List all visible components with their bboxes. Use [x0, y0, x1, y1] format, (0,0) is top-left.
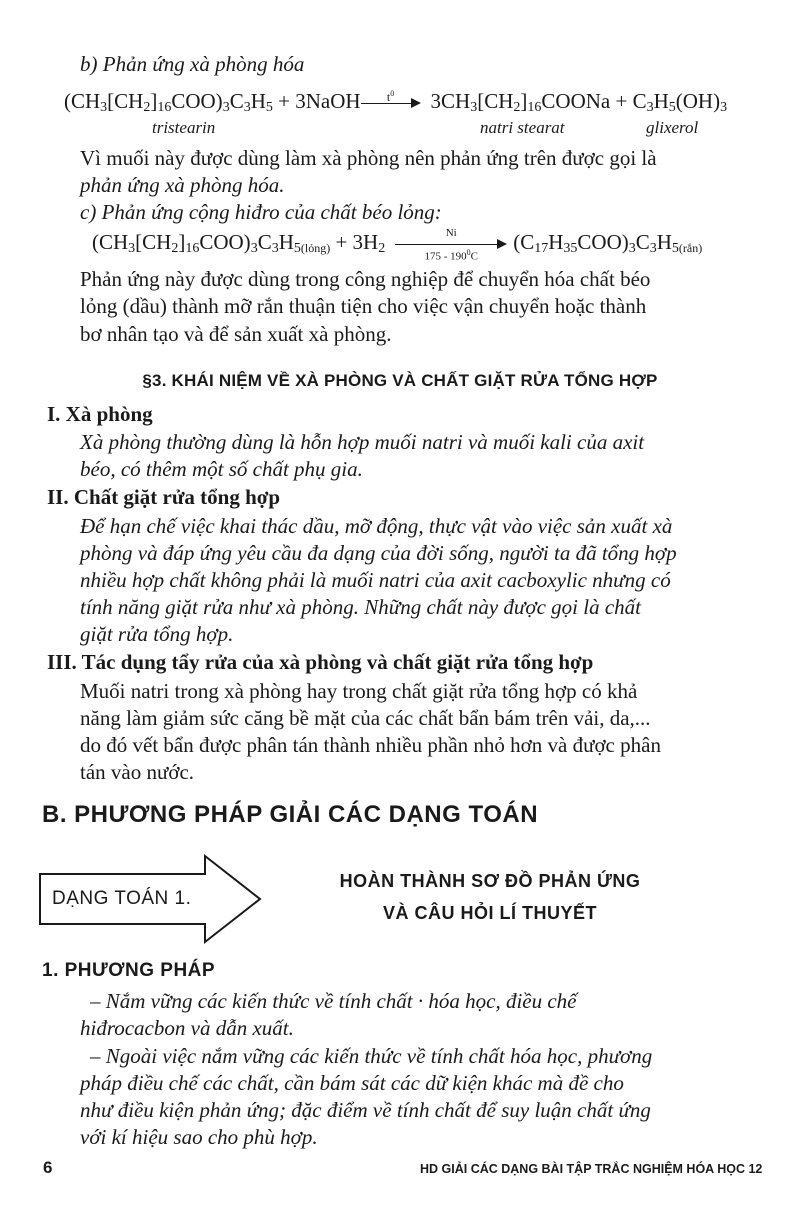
- formula-part: H: [653, 89, 669, 113]
- formula-subscript: 5: [671, 241, 679, 256]
- formula-part: [CH: [477, 89, 514, 113]
- formula-subscript: 3: [470, 100, 478, 115]
- formula-part: [CH: [107, 89, 144, 113]
- formula-subscript: 3: [628, 241, 636, 256]
- formula-subscript: 3: [720, 100, 728, 115]
- formula-subscript: 3: [271, 241, 279, 256]
- formula-part: C: [632, 89, 647, 113]
- hydrogenation-paragraph-line3: bơ nhân tạo và để sản xuất xà phòng.: [80, 322, 392, 346]
- formula-subscript: 3: [250, 241, 258, 256]
- eq-plus-2: +: [610, 89, 633, 113]
- arrow-temperature-sup: 0: [466, 247, 471, 257]
- formula-subscript: 5: [265, 100, 273, 115]
- dang-toan-title-line1: HOÀN THÀNH SƠ ĐỒ PHẢN ỨNG: [339, 871, 641, 891]
- arrow-condition-t: t: [386, 90, 391, 105]
- formula-subscript: 2: [171, 241, 179, 256]
- part3-heading: III. Tác dụng tẩy rửa của xà phòng và chất giặt rửa tổng hợp: [47, 650, 594, 674]
- label-tristearin: tristearin: [152, 118, 216, 137]
- bullet2-line4: với kí hiệu sao cho phù hợp.: [80, 1125, 318, 1149]
- part2-line3: nhiều hợp chất không phải là muối natri của axit cacboxylic nhưng có: [80, 568, 671, 592]
- part2-heading: II. Chất giặt rửa tổng hợp: [47, 485, 281, 509]
- saponification-note-line2: phản ứng xà phòng hóa.: [80, 173, 285, 197]
- formula-part: C: [257, 230, 272, 254]
- formula-part: H: [278, 230, 294, 254]
- part3-line1: Muối natri trong xà phòng hay trong chất giặt rửa tổng hợp có khả: [80, 679, 638, 703]
- formula-subscript: 2: [143, 100, 151, 115]
- part2-line4: tính năng giặt rửa như xà phòng. Những chất này được gọi là chất: [80, 595, 641, 619]
- label-natri-stearat: natri stearat: [480, 118, 565, 137]
- formula-part: C: [635, 230, 650, 254]
- saponification-heading: b) Phản ứng xà phòng hóa: [80, 52, 305, 76]
- book-title-footer: HD GIẢI CÁC DẠNG BÀI TẬP TRẮC NGHIỆM HÓA HỌC 12: [420, 1162, 763, 1176]
- eq-naoh: 3NaOH: [295, 89, 361, 113]
- formula-part: ]: [178, 230, 186, 254]
- arrow-temperature-unit: C: [470, 250, 478, 263]
- formula-part: H: [548, 230, 564, 254]
- formula-part: COONa: [541, 89, 611, 113]
- formula-subscript: 3: [243, 100, 251, 115]
- formula-subscript: 5: [668, 100, 676, 115]
- formula-part: H: [656, 230, 672, 254]
- section-b-title: B. PHƯƠNG PHÁP GIẢI CÁC DẠNG TOÁN: [42, 801, 539, 828]
- formula-part: COO): [577, 230, 629, 254]
- formula-part: COO): [171, 89, 223, 113]
- hydrogenation-paragraph-line2: lỏng (dầu) thành mỡ rắn thuận tiện cho việc vận chuyển hoặc thành: [80, 294, 647, 318]
- eq-plus: +: [272, 89, 296, 113]
- formula-subscript: 17: [534, 241, 549, 256]
- formula-subscript: 16: [157, 100, 172, 115]
- hydrogenation-heading: c) Phản ứng cộng hiđro của chất béo lỏng:: [80, 200, 442, 224]
- formula-part: ]: [520, 89, 528, 113]
- formula-part: ]: [150, 89, 158, 113]
- part3-line3: do đó vết bẩn được phân tán thành nhiều phần nhỏ hơn và được phân: [80, 733, 661, 757]
- part1-heading: I. Xà phòng: [47, 402, 153, 426]
- hydrogenation-paragraph-line1: Phản ứng này được dùng trong công nghiệp để chuyển hóa chất béo: [80, 267, 651, 291]
- formula-subscript: 35: [563, 241, 578, 256]
- formula-subscript: 16: [527, 100, 542, 115]
- dang-toan-title-line2: VÀ CÂU HỎI LÍ THUYẾT: [382, 903, 597, 923]
- arrow-temperature: 175 - 190: [424, 250, 467, 263]
- eq-liquid-state: (lỏng): [300, 241, 331, 255]
- part3-line2: năng làm giảm sức căng bề mặt của các chất bẩn bám trên vải, da,...: [80, 706, 651, 730]
- formula-part: 3CH: [430, 89, 471, 113]
- bullet2-line2: pháp điều chế các chất, cần bám sát các dữ kiện khác mà đề cho: [80, 1071, 624, 1095]
- bullet2-line3: như điều kiện phản ứng; đặc điểm về tính chất để suy luận chất ứng: [80, 1098, 651, 1122]
- bullet2-line1: – Ngoài việc nắm vững các kiến thức về tính chất hóa học, phương: [90, 1044, 653, 1068]
- label-glixerol: glixerol: [646, 118, 699, 137]
- formula-subscript: 3: [222, 100, 230, 115]
- page-number: 6: [43, 1158, 53, 1177]
- formula-subscript: 3: [100, 100, 108, 115]
- arrow-condition-sup: 0: [390, 89, 395, 99]
- part1-line2: béo, có thêm một số chất phụ gia.: [80, 457, 363, 481]
- method-heading: 1. PHƯƠNG PHÁP: [42, 960, 216, 981]
- formula-subscript: 5: [293, 241, 301, 256]
- bullet1-line2: hiđrocacbon và dẫn xuất.: [80, 1016, 294, 1040]
- formula-part: (C: [513, 230, 535, 254]
- formula-part: (CH: [64, 89, 101, 113]
- formula-part: (OH): [675, 89, 721, 113]
- formula-subscript: 3: [128, 241, 136, 256]
- formula-part: C: [229, 89, 244, 113]
- part2-line1: Để hạn chế việc khai thác dầu, mỡ động, thực vật vào việc sản xuất xà: [80, 514, 673, 538]
- formula-part: [CH: [135, 230, 172, 254]
- formula-subscript: 16: [185, 241, 200, 256]
- formula-part: COO): [199, 230, 251, 254]
- arrow-catalyst-ni: Ni: [445, 227, 457, 240]
- section3-title: §3. KHÁI NIỆM VỀ XÀ PHÒNG VÀ CHẤT GIẶT RỬA TỔNG HỢP: [142, 371, 658, 390]
- saponification-note-line1: Vì muối này được dùng làm xà phòng nên phản ứng trên được gọi là: [80, 146, 657, 170]
- eq-plus-h2: + 3H: [330, 230, 379, 254]
- formula-part: H: [250, 89, 266, 113]
- part1-line1: Xà phòng thường dùng là hỗn hợp muối natri và muối kali của axit: [80, 430, 645, 454]
- part2-line5: giặt rửa tổng hợp.: [80, 622, 234, 646]
- part3-line4: tán vào nước.: [80, 760, 195, 784]
- part2-line2: phòng và đáp ứng yêu cầu đa dạng của đời sống, người ta đã tổng hợp: [80, 541, 677, 565]
- dang-toan-label: DẠNG TOÁN 1.: [52, 888, 192, 909]
- formula-part: (CH: [92, 230, 129, 254]
- formula-subscript: 3: [649, 241, 657, 256]
- eq-h2-sub: 2: [378, 241, 386, 256]
- eq-solid-state: (rắn): [678, 241, 703, 255]
- bullet1-line1: – Nắm vững các kiến thức về tính chất · hóa học, điều chế: [90, 989, 577, 1013]
- formula-subscript: 3: [646, 100, 654, 115]
- formula-subscript: 2: [513, 100, 521, 115]
